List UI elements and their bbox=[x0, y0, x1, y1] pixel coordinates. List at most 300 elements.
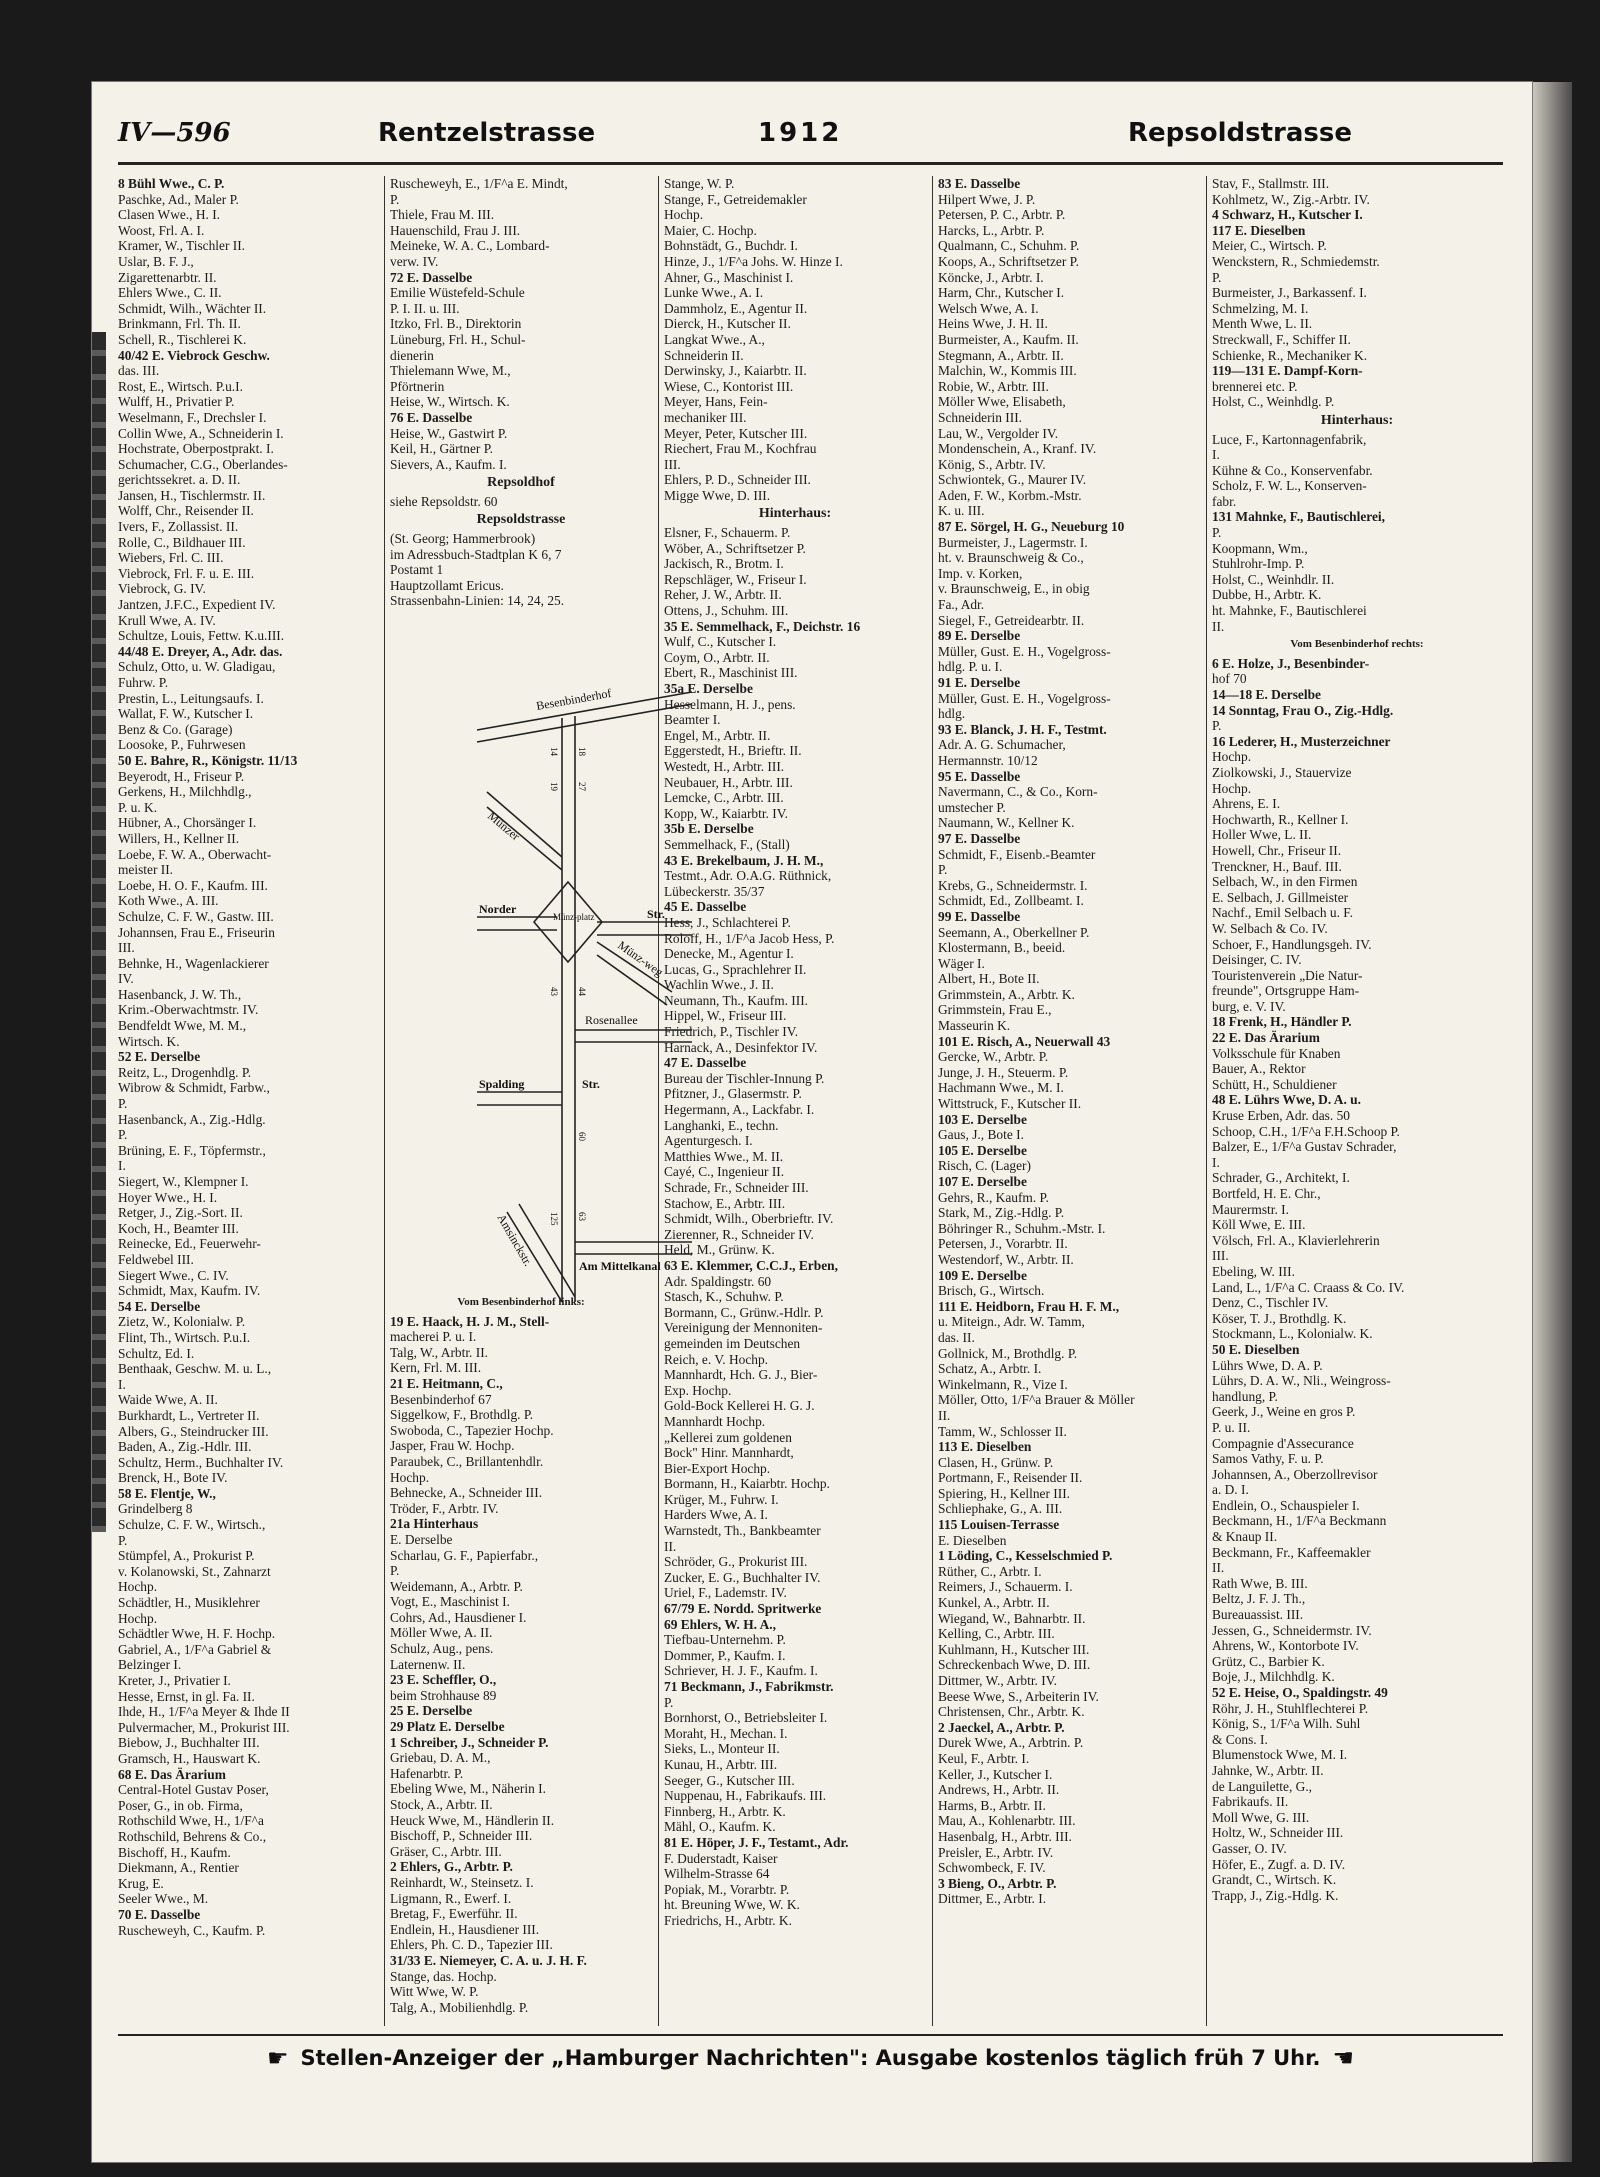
directory-entry: 69 Ehlers, W. H. A., bbox=[664, 1616, 776, 1632]
directory-entry: Grimmstein, A., Arbtr. K. bbox=[938, 986, 1075, 1002]
directory-entry: Kreter, J., Privatier I. bbox=[118, 1673, 231, 1688]
directory-entry: Jasper, Frau W. Hochp. bbox=[390, 1438, 515, 1454]
directory-entry: Cayé, C., Ingenieur II. bbox=[664, 1164, 785, 1180]
binding-strip bbox=[92, 332, 106, 1532]
directory-entry: Ahner, G., Maschinist I. bbox=[664, 269, 794, 285]
directory-entry: Talg, A., Mobilienhdlg. P. bbox=[390, 1999, 529, 2015]
directory-entry: Brinkmann, Frl. Th. II. bbox=[118, 316, 241, 332]
directory-entry: 101 E. Risch, A., Neuerwall 43 bbox=[938, 1033, 1111, 1049]
directory-entry: Loebe, F. W. A., Oberwacht- bbox=[118, 846, 272, 862]
directory-entry: ht. Mahnke, F., Bautischlerei bbox=[1212, 603, 1367, 619]
directory-entry: Migge Wwe, D. III. bbox=[664, 487, 771, 503]
directory-entry: Gerkens, H., Milchhdlg., bbox=[118, 784, 252, 800]
directory-entry: Albert, H., Bote II. bbox=[938, 971, 1040, 987]
directory-entry: I. bbox=[1212, 447, 1220, 463]
directory-entry: & Knaup II. bbox=[1212, 1529, 1278, 1545]
directory-entry: Lemcke, C., Arbtr. III. bbox=[664, 790, 784, 806]
directory-entry: Schulze, C. F. W., Gastw. III. bbox=[118, 908, 274, 924]
directory-entry: Höfer, E., Zugf. a. D. IV. bbox=[1212, 1856, 1346, 1872]
directory-entry: III. bbox=[1212, 1248, 1229, 1264]
directory-entry: Stümpfel, A., Prokurist P. bbox=[118, 1548, 255, 1564]
directory-entry: Langkat Wwe., A., bbox=[664, 331, 765, 347]
directory-entry: 68 E. Das Ärarium bbox=[118, 1766, 226, 1782]
directory-entry: Reinecke, Ed., Feuerwehr- bbox=[118, 1236, 261, 1252]
directory-entry: Geerk, J., Weine en gros P. bbox=[1212, 1404, 1356, 1420]
directory-entry: Denecke, M., Agentur I. bbox=[664, 946, 794, 962]
directory-entry: K. u. III. bbox=[938, 503, 985, 519]
directory-entry: Stark, M., Zig.-Hdlg. P. bbox=[938, 1205, 1065, 1221]
directory-entry: Beckmann, Fr., Kaffeemakler bbox=[1212, 1544, 1371, 1560]
map-number: 18 bbox=[577, 747, 587, 756]
directory-entry: Dittmer, W., Arbtr. IV. bbox=[938, 1673, 1057, 1688]
directory-entry: Friedrichs, H., Arbtr. K. bbox=[664, 1912, 792, 1928]
directory-entry: Siegert, W., Klempner I. bbox=[118, 1174, 249, 1189]
directory-entry: Ahrens, W., Kontorbote IV. bbox=[1212, 1638, 1359, 1654]
directory-entry: II. bbox=[1212, 1560, 1225, 1576]
directory-entry: & Cons. I. bbox=[1212, 1731, 1268, 1747]
street-sketch-map bbox=[467, 672, 717, 1322]
directory-entry: Land, L., 1/F^a C. Craass & Co. IV. bbox=[1212, 1279, 1405, 1295]
directory-entry: Weselmann, F., Drechsler I. bbox=[118, 409, 267, 425]
directory-entry: Schneiderin III. bbox=[938, 409, 1023, 425]
directory-entry: Roloff, H., 1/F^a Jacob Hess, P. bbox=[664, 930, 835, 946]
directory-entry: Koch, H., Beamter III. bbox=[118, 1220, 239, 1236]
map-label-besenbinderhof: Besenbinderhof bbox=[535, 685, 613, 713]
directory-entry: 81 E. Höper, J. F., Testamt., Adr. bbox=[664, 1834, 849, 1850]
directory-entry: Schulz, Otto, u. W. Gladigau, bbox=[118, 659, 276, 675]
directory-entry: Wöber, A., Schriftsetzer P. bbox=[664, 540, 806, 556]
directory-entry: Koth Wwe., A. III. bbox=[118, 893, 219, 909]
directory-entry: Stegmann, A., Arbtr. II. bbox=[938, 347, 1064, 363]
directory-entry: Schmidt, Wilh., Oberbrieftr. IV. bbox=[664, 1211, 834, 1227]
directory-entry: Hochwarth, R., Kellner I. bbox=[1212, 811, 1349, 827]
directory-entry: 107 E. Derselbe bbox=[938, 1174, 1027, 1189]
directory-entry: Heins Wwe, J. H. II. bbox=[938, 316, 1048, 332]
directory-entry: Witt Wwe, W. P. bbox=[390, 1984, 479, 2000]
directory-entry: Beckmann, H., 1/F^a Beckmann bbox=[1212, 1513, 1387, 1529]
page-edge-shadow bbox=[1532, 82, 1572, 2162]
map-label-norder: Norder bbox=[479, 902, 517, 916]
directory-entry: Kunau, H., Arbtr. III. bbox=[664, 1756, 778, 1772]
directory-entry: 45 E. Dasselbe bbox=[664, 899, 747, 915]
directory-entry: 109 E. Derselbe bbox=[938, 1267, 1027, 1283]
column-4 bbox=[938, 176, 1200, 2046]
footer-text: Stellen-Anzeiger der „Hamburger Nachrichten": Ausgabe kostenlos täglich früh 7 Uhr. bbox=[300, 2046, 1321, 2070]
directory-entry: 21a Hinterhaus bbox=[390, 1516, 479, 1532]
directory-entry: v. Braunschweig, E., in obig bbox=[938, 581, 1090, 597]
directory-entry: Burmeister, J., Barkassenf. I. bbox=[1212, 285, 1367, 301]
directory-entry: Bischoff, H., Kaufm. bbox=[118, 1844, 231, 1860]
directory-entry: E. Derselbe bbox=[390, 1531, 453, 1547]
directory-entry: Schulze, C. F. W., Wirtsch., bbox=[118, 1517, 266, 1533]
directory-entry: Lunke Wwe., A. I. bbox=[664, 285, 764, 301]
section-note: Vom Besenbinderhof rechts: bbox=[1290, 638, 1424, 651]
directory-entry: Krebs, G., Schneidermstr. I. bbox=[938, 877, 1088, 893]
directory-entry: Kühne & Co., Konservenfabr. bbox=[1212, 462, 1373, 478]
directory-entry: P. bbox=[118, 1127, 128, 1143]
directory-entry: Keul, F., Arbtr. I. bbox=[938, 1750, 1030, 1766]
directory-entry: Röhr, J. H., Stuhlflechterei P. bbox=[1212, 1700, 1369, 1716]
directory-entry: Sievers, A., Kaufm. I. bbox=[390, 456, 507, 472]
directory-entry: Grindelberg 8 bbox=[118, 1501, 193, 1517]
directory-entry: III. bbox=[664, 456, 681, 472]
directory-entry: E. Dieselben bbox=[938, 1532, 1007, 1548]
directory-entry: Mähl, O., Kaufm. K. bbox=[664, 1819, 776, 1835]
directory-entry: Holtz, W., Schneider III. bbox=[1212, 1825, 1344, 1841]
directory-entry: umstecher P. bbox=[938, 799, 1006, 815]
directory-entry: Ehlers, Ph. C. D., Tapezier III. bbox=[390, 1937, 553, 1953]
map-number: 44 bbox=[577, 987, 587, 996]
directory-entry: Preisler, E., Arbtr. IV. bbox=[938, 1844, 1054, 1860]
directory-entry: Langhanki, E., techn. bbox=[664, 1117, 779, 1133]
directory-entry: verw. IV. bbox=[390, 253, 439, 269]
directory-entry: Stange, F., Getreidemakler bbox=[664, 191, 807, 207]
section-note: Vom Besenbinderhof links: bbox=[457, 1296, 585, 1308]
directory-entry: Gabriel, A., 1/F^a Gabriel & bbox=[118, 1641, 272, 1657]
directory-entry: Prestin, L., Leitungsaufs. I. bbox=[118, 690, 264, 706]
directory-entry: Risch, C. (Lager) bbox=[938, 1158, 1031, 1174]
directory-entry: Scholz, F. W. L., Konserven- bbox=[1212, 478, 1367, 494]
map-number: 43 bbox=[549, 987, 559, 996]
directory-entry: Nuppenau, H., Fabrikaufs. III. bbox=[664, 1788, 827, 1804]
directory-entry: Sieks, L., Monteur II. bbox=[664, 1741, 780, 1757]
directory-entry: Lührs, D. A. W., Nli., Weingross- bbox=[1212, 1373, 1391, 1389]
directory-entry: P. bbox=[390, 191, 400, 207]
directory-entry: 43 E. Brekelbaum, J. H. M., bbox=[664, 852, 824, 868]
map-label-muenzer: Münzer bbox=[485, 808, 523, 844]
directory-entry: Böhringer R., Schuhm.-Mstr. I. bbox=[938, 1220, 1106, 1236]
map-label-str: Str. bbox=[647, 907, 665, 921]
directory-entry: Krim.-Oberwachtmstr. IV. bbox=[118, 1002, 259, 1018]
directory-entry: Wulff, H., Privatier P. bbox=[118, 394, 235, 410]
directory-entry: Grimmstein, Frau E., bbox=[938, 1002, 1052, 1018]
directory-entry: Schoop, C.H., 1/F^a F.H.Schoop P. bbox=[1212, 1123, 1400, 1139]
directory-entry: II. bbox=[1212, 618, 1225, 634]
directory-entry: Agenturgesch. I. bbox=[664, 1133, 753, 1149]
directory-entry: Schmidt, Ed., Zollbeamt. I. bbox=[938, 893, 1084, 909]
directory-entry: Ebert, R., Maschinist III. bbox=[664, 665, 798, 681]
directory-entry: IV. bbox=[118, 971, 134, 987]
directory-entry: II. bbox=[938, 1407, 951, 1423]
directory-entry: hof 70 bbox=[1212, 671, 1247, 687]
directory-entry: Belzinger I. bbox=[118, 1657, 182, 1673]
directory-entry: Hauenschild, Frau J. III. bbox=[390, 222, 521, 238]
directory-entry: Emilie Wüstefeld-Schule bbox=[390, 285, 525, 301]
directory-entry: Schmelzing, M. I. bbox=[1212, 300, 1309, 316]
directory-entry: Maier, C. Hochp. bbox=[664, 222, 757, 238]
directory-entry: Hilpert Wwe, J. P. bbox=[938, 191, 1036, 207]
directory-entry: Wallat, F. W., Kutscher I. bbox=[118, 706, 254, 722]
directory-entry: Krug, E. bbox=[118, 1875, 164, 1891]
directory-entry: Krüger, M., Fuhrw. I. bbox=[664, 1491, 779, 1507]
directory-entry: 44/48 E. Dreyer, A., Adr. das. bbox=[118, 643, 283, 659]
map-number: 27 bbox=[577, 782, 587, 791]
directory-entry: macherei P. u. I. bbox=[390, 1329, 477, 1345]
directory-entry: Engel, M., Arbtr. II. bbox=[664, 727, 771, 743]
directory-entry: Holst, C., Weinhdlr. II. bbox=[1212, 571, 1335, 587]
directory-entry: Köncke, J., Arbtr. I. bbox=[938, 269, 1044, 285]
directory-entry: Derwinsky, J., Kaiarbtr. II. bbox=[664, 363, 807, 379]
directory-entry: Popiak, M., Vorarbtr. P. bbox=[664, 1881, 790, 1897]
directory-entry: Kramer, W., Tischler II. bbox=[118, 238, 246, 254]
directory-entry: Ihde, H., 1/F^a Meyer & Ihde II bbox=[118, 1704, 290, 1720]
directory-entry: Wäger I. bbox=[938, 955, 985, 971]
directory-entry: Petersen, P. C., Arbtr. P. bbox=[938, 207, 1066, 223]
directory-entry: Wirtsch. K. bbox=[118, 1033, 180, 1049]
directory-entry: 35 E. Semmelhack, F., Deichstr. 16 bbox=[664, 618, 861, 634]
directory-entry: Gaus, J., Bote I. bbox=[938, 1127, 1024, 1143]
directory-entry: 14 Sonntag, Frau O., Zig.-Hdlg. bbox=[1212, 702, 1394, 718]
directory-entry: Hinze, J., 1/F^a Johs. W. Hinze I. bbox=[664, 253, 843, 269]
directory-entry: Völsch, Frl. A., Klavierlehrerin bbox=[1212, 1232, 1380, 1248]
directory-entry: Wiebers, Frl. C. III. bbox=[118, 550, 224, 566]
directory-entry: Friedrich, P., Tischler IV. bbox=[664, 1024, 799, 1040]
directory-entry: Bureauassist. III. bbox=[1212, 1607, 1304, 1623]
directory-entry: Rath Wwe, B. III. bbox=[1212, 1575, 1308, 1591]
directory-entry: (St. Georg; Hammerbrook) bbox=[390, 531, 536, 547]
directory-entry: Willers, H., Kellner II. bbox=[118, 830, 240, 846]
column-2-upper bbox=[390, 176, 652, 646]
directory-entry: Strassenbahn-Linien: 14, 24, 25. bbox=[390, 593, 565, 609]
directory-entry: Schoer, F., Handlungsgeh. IV. bbox=[1212, 936, 1372, 952]
directory-entry: Lührs Wwe, D. A. P. bbox=[1212, 1357, 1323, 1373]
directory-entry: dienerin bbox=[390, 347, 434, 363]
directory-entry: Malchin, W., Kommis III. bbox=[938, 363, 1077, 379]
page-number: IV—596 bbox=[118, 118, 231, 148]
directory-entry: 70 E. Dasselbe bbox=[118, 1906, 201, 1922]
directory-entry: Clasen Wwe., H. I. bbox=[118, 207, 221, 223]
directory-entry: Seemann, A., Oberkellner P. bbox=[938, 924, 1090, 940]
header-right-street: Repsoldstrasse bbox=[1128, 118, 1352, 148]
directory-entry: Jahnke, W., Arbtr. II. bbox=[1212, 1762, 1324, 1778]
directory-entry: 95 E. Dasselbe bbox=[938, 768, 1021, 784]
directory-entry: Pulvermacher, M., Prokurist III. bbox=[118, 1719, 290, 1735]
directory-entry: Kruse Erben, Adr. das. 50 bbox=[1212, 1108, 1350, 1124]
directory-entry: Behnecke, A., Schneider III. bbox=[390, 1485, 543, 1501]
directory-entry: Tröder, F., Arbtr. IV. bbox=[390, 1500, 499, 1516]
directory-entry: Deisinger, C. IV. bbox=[1212, 952, 1302, 968]
directory-entry: Thielemann Wwe, M., bbox=[390, 363, 511, 379]
directory-entry: Bornhorst, O., Betriebsleiter I. bbox=[664, 1710, 828, 1726]
directory-entry: Mondenschein, A., Kranf. IV. bbox=[938, 441, 1097, 457]
directory-entry: Dierck, H., Kutscher II. bbox=[664, 316, 791, 332]
directory-entry: Rüther, C., Arbtr. I. bbox=[938, 1563, 1042, 1579]
directory-entry: Compagnie d'Assecurance bbox=[1212, 1435, 1354, 1451]
directory-entry: Köll Wwe, E. III. bbox=[1212, 1217, 1306, 1233]
directory-entry: I. bbox=[118, 1376, 126, 1392]
directory-entry: Bortfeld, H. E. Chr., bbox=[1212, 1186, 1321, 1201]
directory-entry: Schmidt, Max, Kaufm. IV. bbox=[118, 1283, 261, 1299]
directory-entry: ht. Breuning Wwe, W. K. bbox=[664, 1897, 800, 1913]
map-label-rosenallee: Rosenallee bbox=[585, 1013, 638, 1027]
directory-entry: P. bbox=[390, 1563, 400, 1579]
directory-entry: Matthies Wwe., M. II. bbox=[664, 1148, 784, 1164]
directory-entry: Zigarettenarbtr. II. bbox=[118, 269, 217, 285]
directory-entry: P. bbox=[118, 1532, 128, 1548]
directory-entry: Harders Wwe, A. I. bbox=[664, 1507, 768, 1523]
directory-entry: Zietz, W., Kolonialw. P. bbox=[118, 1314, 246, 1330]
directory-entry: Bock" Hinr. Mannhardt, bbox=[664, 1445, 794, 1461]
directory-entry: Bretag, F., Ewerführ. II. bbox=[390, 1906, 518, 1922]
directory-entry: Viebrock, G. IV. bbox=[118, 581, 206, 597]
directory-entry: Seeler Wwe., M. bbox=[118, 1891, 209, 1907]
directory-entry: 54 E. Derselbe bbox=[118, 1298, 201, 1314]
directory-entry: Schultze, Louis, Fettw. K.u.III. bbox=[118, 628, 285, 644]
directory-entry: a. D. I. bbox=[1212, 1482, 1249, 1498]
directory-entry: Uslar, B. F. J., bbox=[118, 253, 194, 269]
directory-entry: P. bbox=[1212, 269, 1222, 285]
directory-entry: Tamm, W., Schlosser II. bbox=[938, 1423, 1067, 1439]
directory-entry: W. Selbach & Co. IV. bbox=[1212, 920, 1328, 936]
directory-entry: 115 Louisen-Terrasse bbox=[938, 1517, 1060, 1533]
directory-entry: Fa., Adr. bbox=[938, 597, 985, 613]
directory-entry: „Kellerei zum goldenen bbox=[664, 1429, 792, 1445]
directory-entry: Dubbe, H., Arbtr. K. bbox=[1212, 587, 1322, 603]
directory-entry: 29 Platz E. Derselbe bbox=[390, 1719, 505, 1735]
directory-entry: Mau, A., Kohlenarbtr. III. bbox=[938, 1813, 1076, 1829]
directory-entry: 76 E. Dasselbe bbox=[390, 409, 473, 425]
directory-entry: Bureau der Tischler-Innung P. bbox=[664, 1070, 825, 1086]
directory-entry: Petersen, J., Vorarbtr. II. bbox=[938, 1236, 1068, 1252]
directory-entry: Lüneburg, Frl. H., Schul- bbox=[390, 331, 526, 347]
directory-entry: gerichtssekret. a. D. II. bbox=[118, 472, 241, 488]
directory-entry: 52 E. Derselbe bbox=[118, 1049, 201, 1065]
column-divider bbox=[384, 176, 385, 2026]
directory-entry: Maurermstr. I. bbox=[1212, 1201, 1289, 1217]
directory-entry: Schädtler, H., Musiklehrer bbox=[118, 1595, 260, 1611]
directory-entry: Paschke, Ad., Maler P. bbox=[118, 191, 239, 207]
directory-entry: Stock, A., Arbtr. II. bbox=[390, 1797, 493, 1812]
directory-entry: 47 E. Dasselbe bbox=[664, 1055, 747, 1071]
directory-entry: Kunkel, A., Arbtr. II. bbox=[938, 1595, 1050, 1611]
directory-entry: Schädtler Wwe, H. F. Hochp. bbox=[118, 1626, 276, 1642]
directory-entry: Beltz, J. F. J. Th., bbox=[1212, 1591, 1306, 1607]
directory-entry: Kopp, W., Kaiarbtr. IV. bbox=[664, 805, 788, 821]
directory-entry: Clasen, H., Grünw. P. bbox=[938, 1454, 1054, 1470]
directory-entry: Meier, C., Wirtsch. P. bbox=[1212, 238, 1327, 254]
directory-entry: Menth Wwe, L. II. bbox=[1212, 316, 1313, 332]
directory-entry: 23 E. Scheffler, O., bbox=[390, 1672, 497, 1688]
directory-entry: Reher, J. W., Arbtr. II. bbox=[664, 587, 782, 603]
directory-entry: Coym, O., Arbtr. II. bbox=[664, 649, 770, 665]
directory-entry: Hochstrate, Oberpostprakt. I. bbox=[118, 441, 274, 457]
directory-entry: Hermannstr. 10/12 bbox=[938, 752, 1038, 768]
directory-entry: 21 E. Heitmann, C., bbox=[390, 1375, 503, 1391]
directory-entry: Hesse, Ernst, in gl. Fa. II. bbox=[118, 1688, 255, 1704]
directory-entry: Loosoke, P., Fuhrwesen bbox=[118, 737, 246, 753]
directory-entry: P. bbox=[118, 1096, 128, 1112]
directory-entry: Finnberg, H., Arbtr. K. bbox=[664, 1803, 786, 1819]
directory-entry: 91 E. Derselbe bbox=[938, 675, 1021, 690]
directory-entry: Tiefbau-Unternehm. P. bbox=[664, 1632, 786, 1648]
directory-page bbox=[92, 82, 1532, 2162]
directory-entry: Winkelmann, R., Vize I. bbox=[938, 1376, 1068, 1392]
directory-entry: beim Strohhause 89 bbox=[390, 1687, 497, 1703]
directory-entry: Ahrens, E. I. bbox=[1212, 796, 1281, 812]
directory-entry: 35b E. Derselbe bbox=[664, 821, 754, 837]
directory-entry: Stuhlrohr-Imp. P. bbox=[1212, 556, 1305, 572]
directory-entry: Central-Hotel Gustav Poser, bbox=[118, 1782, 269, 1798]
directory-entry: Gehrs, R., Kaufm. P. bbox=[938, 1189, 1049, 1205]
column-5 bbox=[1212, 176, 1502, 2046]
directory-entry: Koopmann, Wm., bbox=[1212, 540, 1308, 556]
directory-entry: Fuhrw. P. bbox=[118, 675, 169, 690]
directory-entry: Gollnick, M., Brothdlg. P. bbox=[938, 1345, 1078, 1361]
directory-entry: Behnke, H., Wagenlackierer bbox=[118, 955, 269, 971]
directory-entry: 50 E. Dieselben bbox=[1212, 1341, 1300, 1357]
directory-entry: Schumacher, C.G., Oberlandes- bbox=[118, 456, 288, 472]
directory-entry: Moraht, H., Mechan. I. bbox=[664, 1725, 788, 1741]
directory-entry: Wachlin Wwe., J. II. bbox=[664, 977, 774, 993]
directory-entry: Benthaak, Geschw. M. u. L., bbox=[118, 1361, 272, 1377]
directory-entry: Ruscheweyh, E., 1/F^a E. Mindt, bbox=[390, 176, 568, 191]
directory-entry: Wiese, C., Kontorist III. bbox=[664, 378, 794, 394]
directory-entry: Poser, G., in ob. Firma, bbox=[118, 1797, 243, 1813]
directory-entry: 35a E. Derselbe bbox=[664, 681, 753, 696]
directory-entry: Siegel, F., Getreidearbtr. II. bbox=[938, 612, 1085, 628]
directory-entry: 87 E. Sörgel, H. G., Neueburg 10 bbox=[938, 519, 1125, 535]
directory-entry: P. u. K. bbox=[118, 799, 158, 815]
map-label-muenzweg: Münz-weg bbox=[615, 937, 666, 980]
directory-entry: 48 E. Lührs Wwe, D. A. u. bbox=[1212, 1092, 1361, 1108]
directory-entry: Johannsen, Frau E., Friseurin bbox=[118, 924, 275, 940]
directory-entry: Baden, A., Zig.-Hdlr. III. bbox=[118, 1439, 252, 1455]
directory-entry: Harcks, L., Arbtr. P. bbox=[938, 222, 1045, 238]
directory-entry: Meyer, Hans, Fein- bbox=[664, 394, 768, 410]
directory-entry: Zucker, E. G., Buchhalter IV. bbox=[664, 1569, 821, 1585]
directory-entry: Hoyer Wwe., H. I. bbox=[118, 1189, 218, 1205]
directory-entry: Warnstedt, Th., Bankbeamter bbox=[664, 1523, 821, 1539]
directory-entry: Trapp, J., Zig.-Hdlg. K. bbox=[1212, 1887, 1339, 1903]
directory-entry: Ligmann, R., Ewerf. I. bbox=[390, 1890, 512, 1906]
directory-entry: 50 E. Bahre, R., Königstr. 11/13 bbox=[118, 752, 298, 768]
directory-entry: Ziolkowski, J., Stauervize bbox=[1212, 764, 1352, 780]
directory-entry: hdlg. bbox=[938, 706, 966, 722]
directory-entry: Schultz, Ed. I. bbox=[118, 1345, 195, 1361]
directory-entry: Stasch, K., Schuhw. P. bbox=[664, 1289, 784, 1305]
column-divider bbox=[932, 176, 933, 2026]
directory-entry: Qualmann, C., Schuhm. P. bbox=[938, 238, 1080, 254]
directory-entry: Gercke, W., Arbtr. P. bbox=[938, 1049, 1049, 1065]
directory-entry: 93 E. Blanck, J. H. F., Testmt. bbox=[938, 721, 1107, 737]
directory-entry: Wiegand, W., Bahnarbtr. II. bbox=[938, 1610, 1086, 1626]
directory-entry: 58 E. Flentje, W., bbox=[118, 1485, 216, 1501]
directory-entry: Hesselmann, H. J., pens. bbox=[664, 696, 796, 712]
directory-entry: Griebau, D. A. M., bbox=[390, 1750, 491, 1766]
directory-entry: Neumann, Th., Kaufm. III. bbox=[664, 992, 809, 1008]
directory-entry: 131 Mahnke, F., Bautischlerei, bbox=[1212, 509, 1385, 525]
directory-entry: Vereinigung der Mennoniten- bbox=[664, 1320, 823, 1336]
pointing-hand-icon: ☚ bbox=[1332, 2044, 1354, 2072]
directory-entry: Feldwebel III. bbox=[118, 1251, 194, 1267]
directory-entry: Hafenarbtr. P. bbox=[390, 1765, 464, 1781]
map-number: 125 bbox=[549, 1212, 559, 1226]
directory-entry: Möller Wwe, A. II. bbox=[390, 1625, 493, 1641]
directory-entry: Harnack, A., Desinfektor IV. bbox=[664, 1039, 818, 1055]
directory-entry: Schienke, R., Mechaniker K. bbox=[1212, 347, 1368, 363]
directory-entry: 111 E. Heidborn, Frau H. F. M., bbox=[938, 1298, 1120, 1314]
directory-entry: das. II. bbox=[938, 1329, 975, 1345]
directory-entry: Schulz, Aug., pens. bbox=[390, 1641, 494, 1657]
directory-entry: Möller, Otto, 1/F^a Brauer & Möller bbox=[938, 1392, 1135, 1408]
directory-entry: Masseurin K. bbox=[938, 1018, 1011, 1034]
directory-entry: 14—18 E. Derselbe bbox=[1212, 687, 1321, 702]
directory-entry: Scharlau, G. F., Papierfabr., bbox=[390, 1547, 539, 1563]
directory-entry: Heuck Wwe, M., Händlerin II. bbox=[390, 1812, 555, 1828]
directory-entry: Flint, Th., Wirtsch. P.u.I. bbox=[118, 1329, 251, 1345]
directory-entry: Weidemann, A., Arbtr. P. bbox=[390, 1578, 523, 1594]
directory-entry: Thiele, Frau M. III. bbox=[390, 207, 495, 223]
